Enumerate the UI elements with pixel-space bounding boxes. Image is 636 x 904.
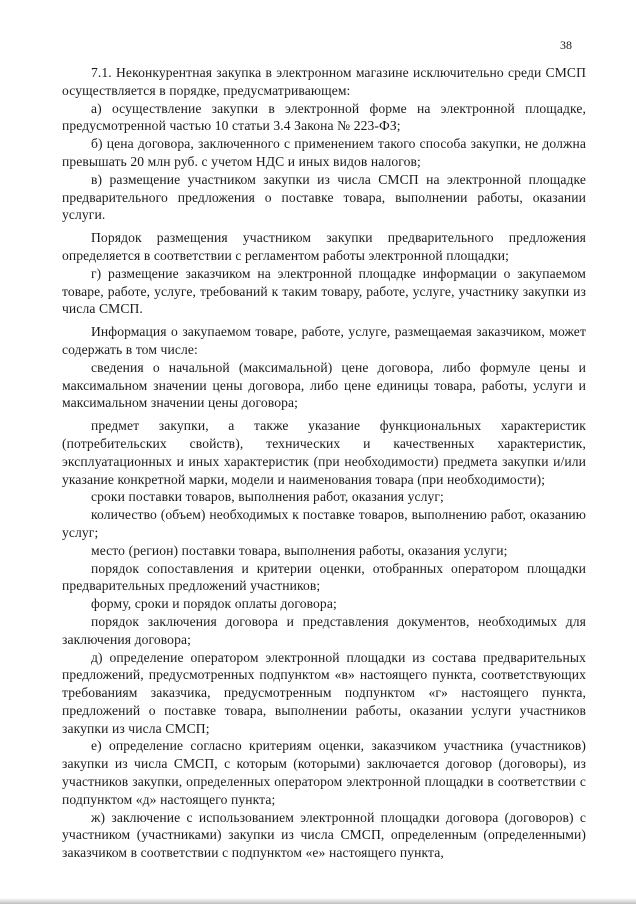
list-item-place: место (регион) поставки товара, выполнения работы, оказания услуги;: [91, 542, 508, 558]
list-item-price: сведения о начальной (максимальной) цене договора, либо формуле цены и максимальном значении цены договора, либо цене единицы товара, работы, услуги и максимальном значении цены договора;: [62, 359, 586, 411]
paragraph-d: д) определение оператором электронной площадки из состава предварительных предложений, предусмотренных подпунктом «в» настоящего пункта, соответствующих требованиям заказчика, предусмотренным подпунктом «г» настоящего пункта, предложений о поставке товара, выполнении работы, оказании услуги участников закупки из числа СМСП;: [62, 649, 586, 736]
paragraph-info-intro: Информация о закупаемом товаре, работе, услуге, размещаемая заказчиком, может содержать в том числе:: [62, 324, 586, 357]
page-number: 38: [560, 38, 572, 52]
list-item-contract-order: порядок заключения договора и представления документов, необходимых для заключения договора;: [62, 613, 586, 647]
list-item-terms: сроки поставки товаров, выполнения работ, оказания услуг;: [91, 489, 444, 505]
list-item-evaluation: порядок сопоставления и критерии оценки, отобранных оператором площадки предварительных предложений участников;: [62, 560, 586, 594]
paragraph-zh: ж) заключение с использованием электронной площадки договора (договоров) с участником (участниками) закупки из числа СМСП, определенным (определенными) заказчиком в соответствии с подпунктом «е» настоящего пункта,: [62, 809, 586, 861]
list-item-subject: предмет закупки, а также указание функциональных характеристик (потребительских свойств), технических и качественных характеристик, эксплуатационных и иных характеристик (при необходимости) предмета закупки и/или указание конкретной марки, модели и наименования товара (при необходимости);: [62, 418, 586, 487]
list-item-quantity: количество (объем) необходимых к поставке товаров, выполнению работ, оказанию услуг;: [62, 507, 586, 540]
paragraph-g: г) размещение заказчиком на электронной площадке информации о закупаемом товаре, работе, услуге, требований к таким товару, работе, услуге, участнику закупки из числа СМСП.: [62, 265, 586, 317]
list-item-payment: форму, сроки и порядок оплаты договора;: [91, 596, 337, 612]
paragraph-e: е) определение согласно критериям оценки, заказчиком участника (участников) закупки из числа СМСП, с которым (которыми) заключается договор (договоры), из участников закупки, определенных оператором электронной площадки в соответствии с подпунктом «д» настоящего пункта;: [62, 738, 586, 807]
paragraph-v: в) размещение участником закупки из числа СМСП на электронной площадке предварительного предложения о поставке товара, выполнении работы, оказании услуги.: [62, 171, 586, 223]
paragraph-b: б) цена договора, заключенного с применением такого способа закупки, не должна превышать 20 млн руб. с учетом НДС и иных видов налогов;: [62, 136, 586, 169]
paragraph-7-1: 7.1. Неконкурентная закупка в электронном магазине исключительно среди СМСП осуществляется в порядке, предусматривающем:: [62, 65, 586, 98]
document-body: [62, 64, 586, 862]
paragraph-a: а) осуществление закупки в электронной форме на электронной площадке, предусмотренной частью 10 статьи 3.4 Закона № 223-ФЗ;: [62, 100, 586, 134]
paragraph-placement-order: Порядок размещения участником закупки предварительного предложения определяется в соответствии с регламентом работы электронной площадки;: [62, 230, 586, 263]
scan-bottom-edge: [0, 898, 636, 904]
